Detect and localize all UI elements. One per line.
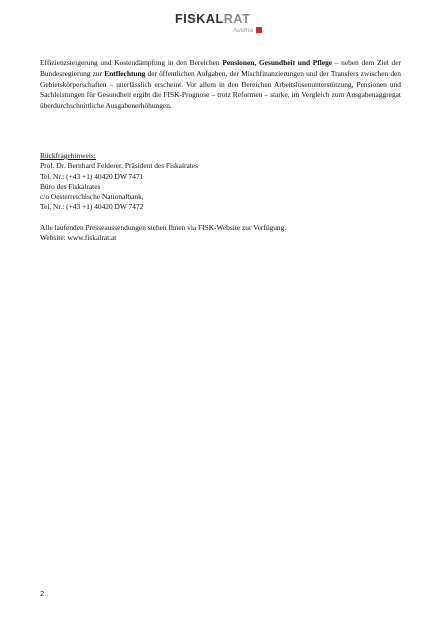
paragraph-text-3: der öffentlichen Aufgaben, der Mischfinanzierungen und der Transfers zwischen den Gebietskörperschaften – unerlässlich erscheint. Vor allem in den Bereichen Arbeitslosenunterstützung, Pensionen und Sachleistungen für Gesundheit ergibt die FISK-Prognose – trotz Reformen – starke, im Vergleich zum Ausgabenaggregat überdurchschnittliche Ausgabenerhöhungen. (40, 68, 401, 111)
paragraph-bold-2: Entflechtung (104, 68, 146, 78)
logo-word-rat: RAT (223, 12, 251, 26)
contact-line: Büro des Fiskalrates (40, 181, 101, 191)
contact-line: Prof. Dr. Bernhard Felderer, Präsident des Fiskalrates (40, 161, 198, 171)
paragraph-bold-1: Pensionen, Gesundheit und Pflege (222, 58, 333, 67)
page-number: 2 (40, 589, 45, 598)
press-note-line: Alle laufenden Presseaussendungen stehen Ihnen via FISK-Website zur Verfügung. (40, 223, 287, 232)
logo-word-fiskal: FISKAL (175, 12, 224, 26)
contact-heading: Rückfragehinweis: (40, 151, 96, 160)
paragraph-text-1: Effizienzsteigerung und Kostendämpfung in den Bereichen (40, 58, 223, 67)
logo-red-square-icon (256, 27, 262, 33)
logo-subtitle: Austria (232, 27, 253, 34)
paragraph-text-2: – neben dem Ziel der Bundesregierung zur (40, 58, 401, 78)
contact-line: c/o Oesterreichische Nationalbank, (40, 192, 144, 202)
contact-line: Tel. Nr.: (+43 +1) 40420 DW 7471 (40, 171, 144, 181)
logo-wordmark (175, 12, 250, 26)
contact-block (40, 151, 198, 213)
body-paragraph (40, 58, 401, 112)
fiskalrat-logo (175, 12, 265, 46)
contact-line: Tel. Nr.: (+43 +1) 40420 DW 7472 (40, 202, 144, 212)
press-note (40, 223, 286, 244)
website-line: Website: www.fiskalrat.at (40, 233, 117, 243)
